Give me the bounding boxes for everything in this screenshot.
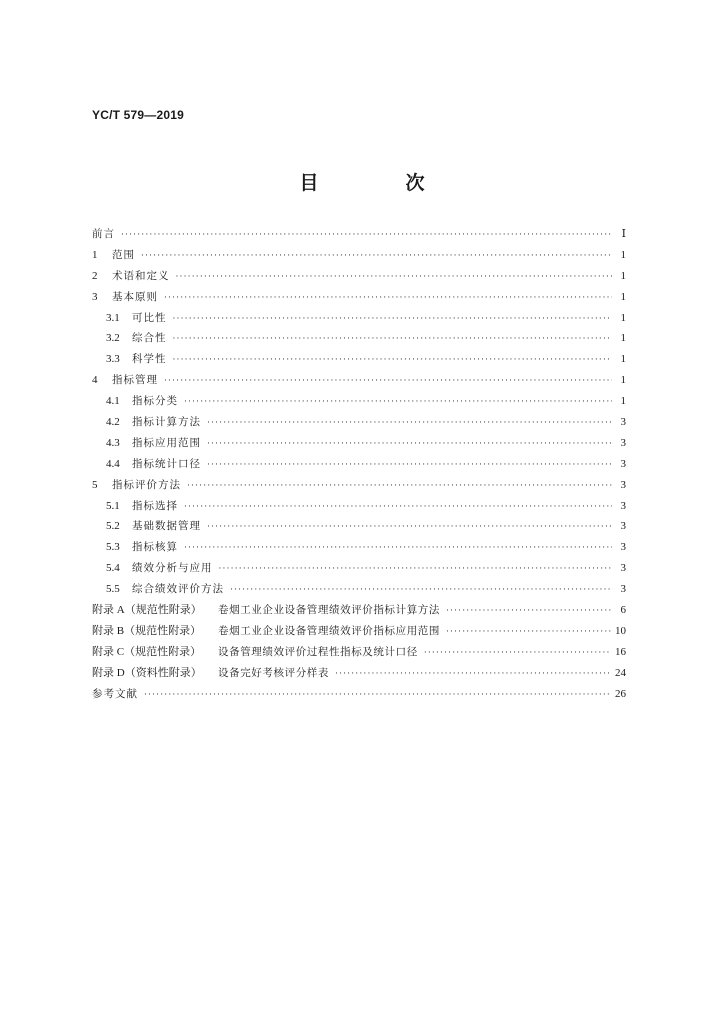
toc-entry-title: 前言 (92, 228, 115, 240)
toc-entry-number: 4.4 (106, 457, 120, 470)
toc-entry-number: 5.4 (106, 562, 120, 575)
toc-entry-2[interactable] (92, 266, 626, 287)
toc-entry-page: 1 (620, 332, 626, 345)
page-title: 目 次 (299, 172, 459, 194)
toc-entry-page: 3 (620, 436, 626, 449)
toc-entry-title: 指标核算 (132, 541, 178, 554)
toc-entry-title: 绩效分析与应用 (132, 562, 213, 575)
toc-entry-page: 1 (620, 374, 626, 387)
toc-entry-number: 3.3 (106, 353, 120, 366)
toc-entry-title: 设备管理绩效评价过程性指标及统计口径 (218, 645, 418, 658)
toc-entry-4-3[interactable] (92, 433, 626, 454)
toc-entry-annex-d[interactable] (92, 663, 626, 684)
toc-leader-dots (121, 225, 612, 246)
toc-entry-title: 参考文献 (92, 687, 138, 700)
toc-entry-page: 1 (620, 290, 626, 303)
toc-entry-number: 5.1 (106, 499, 120, 512)
toc-leader-dots (187, 476, 612, 497)
toc-entry-number: 3.2 (106, 332, 120, 345)
toc-entry-5[interactable] (92, 475, 626, 496)
toc-entry-page: 1 (620, 395, 626, 408)
toc-entry-page: 3 (620, 478, 626, 491)
toc-entry-number: 5.5 (106, 583, 120, 596)
toc-entry-page: 1 (620, 269, 626, 282)
toc-entry-references[interactable] (92, 684, 626, 705)
toc-leader-dots (173, 329, 613, 350)
toc-entry-number: 3 (92, 290, 98, 303)
toc-entry-page: 1 (620, 311, 626, 324)
toc-entry-4-2[interactable] (92, 412, 626, 433)
toc-leader-dots (164, 371, 612, 392)
toc-entry-page: 3 (620, 562, 626, 575)
toc-entry-3-3[interactable] (92, 349, 626, 370)
toc-entry-page: 6 (620, 604, 626, 617)
toc-entry-number: 4 (92, 374, 98, 387)
toc-entry-title: 指标分类 (132, 395, 178, 408)
toc-entry-title: 可比性 (132, 311, 167, 324)
toc-leader-dots (184, 497, 612, 518)
toc-entry-title: 综合性 (132, 332, 167, 345)
toc-leader-dots (173, 350, 613, 371)
toc-entry-number: 1 (92, 248, 98, 261)
toc-entry-5-3[interactable] (92, 537, 626, 558)
toc-leader-dots (176, 267, 613, 288)
toc-entry-number: 5.2 (106, 520, 120, 533)
toc-entry-number: 5 (92, 478, 98, 491)
toc-entry-title: 卷烟工业企业设备管理绩效评价指标应用范围 (218, 624, 440, 637)
toc-entry-page: Ⅰ (621, 228, 626, 240)
toc-entry-page: 1 (620, 248, 626, 261)
toc-entry-number: 4.2 (106, 416, 120, 429)
document-code: YC/T 579—2019 (92, 108, 184, 122)
toc-entry-number: 附录 C（规范性附录） (92, 645, 202, 658)
toc-leader-dots (207, 455, 612, 476)
toc-entry-title: 指标评价方法 (112, 478, 181, 491)
toc-entry-4-1[interactable] (92, 391, 626, 412)
toc-entry-title: 指标统计口径 (132, 457, 201, 470)
toc-leader-dots (164, 288, 612, 309)
toc-entry-page: 3 (620, 416, 626, 429)
toc-leader-dots (446, 622, 611, 643)
toc-leader-dots (219, 559, 613, 580)
toc-entry-page: 3 (620, 583, 626, 596)
toc-entry-title: 指标管理 (112, 374, 158, 387)
toc-entry-title: 术语和定义 (112, 269, 170, 282)
toc-entry-number: 附录 B（规范性附录） (92, 624, 202, 637)
toc-leader-dots (424, 643, 611, 664)
toc-entry-5-4[interactable] (92, 558, 626, 579)
toc-leader-dots (173, 309, 613, 330)
toc-entry-5-5[interactable] (92, 579, 626, 600)
toc-entry-page: 1 (620, 353, 626, 366)
toc-entry-5-2[interactable] (92, 516, 626, 537)
toc-leader-dots (207, 517, 612, 538)
toc-entry-annex-a[interactable] (92, 600, 626, 621)
toc-entry-4[interactable] (92, 370, 626, 391)
toc-entry-foreword[interactable] (92, 224, 626, 245)
toc-entry-page: 3 (620, 520, 626, 533)
toc-leader-dots (207, 434, 612, 455)
toc-entry-page: 26 (615, 687, 626, 700)
toc-entry-title: 科学性 (132, 353, 167, 366)
toc-entry-number: 4.3 (106, 436, 120, 449)
toc-leader-dots (184, 392, 612, 413)
toc-entry-3-2[interactable] (92, 328, 626, 349)
toc-entry-5-1[interactable] (92, 496, 626, 517)
toc-entry-annex-b[interactable] (92, 621, 626, 642)
toc-entry-3-1[interactable] (92, 308, 626, 329)
toc-leader-dots (184, 538, 612, 559)
toc-entry-page: 3 (620, 457, 626, 470)
toc-entry-number: 附录 D（资料性附录） (92, 666, 202, 679)
toc-entry-1[interactable] (92, 245, 626, 266)
toc-entry-title: 指标应用范围 (132, 436, 201, 449)
toc-entry-4-4[interactable] (92, 454, 626, 475)
toc-entry-page: 3 (620, 499, 626, 512)
toc-leader-dots (144, 685, 611, 706)
toc-entry-title: 卷烟工业企业设备管理绩效评价指标计算方法 (218, 604, 440, 617)
toc-entry-page: 16 (615, 645, 626, 658)
toc-entry-number: 附录 A（规范性附录） (92, 604, 202, 617)
toc-entry-annex-c[interactable] (92, 642, 626, 663)
toc-entry-page: 10 (615, 624, 626, 637)
toc-leader-dots (230, 580, 612, 601)
toc-entry-page: 3 (620, 541, 626, 554)
toc-entry-title: 设备完好考核评分样表 (218, 666, 329, 679)
toc-leader-dots (141, 246, 612, 267)
toc-leader-dots (207, 413, 612, 434)
table-of-contents (92, 224, 626, 704)
toc-entry-number: 2 (92, 269, 98, 282)
toc-leader-dots (335, 664, 611, 685)
toc-entry-number: 5.3 (106, 541, 120, 554)
toc-entry-3[interactable] (92, 287, 626, 308)
toc-entry-title: 基本原则 (112, 290, 158, 303)
toc-entry-title: 基础数据管理 (132, 520, 201, 533)
toc-entry-page: 24 (615, 666, 626, 679)
toc-leader-dots (446, 601, 612, 622)
toc-entry-title: 指标计算方法 (132, 416, 201, 429)
toc-entry-title: 综合绩效评价方法 (132, 583, 224, 596)
toc-entry-number: 3.1 (106, 311, 120, 324)
toc-entry-title: 范围 (112, 248, 135, 261)
toc-entry-title: 指标选择 (132, 499, 178, 512)
toc-entry-number: 4.1 (106, 395, 120, 408)
